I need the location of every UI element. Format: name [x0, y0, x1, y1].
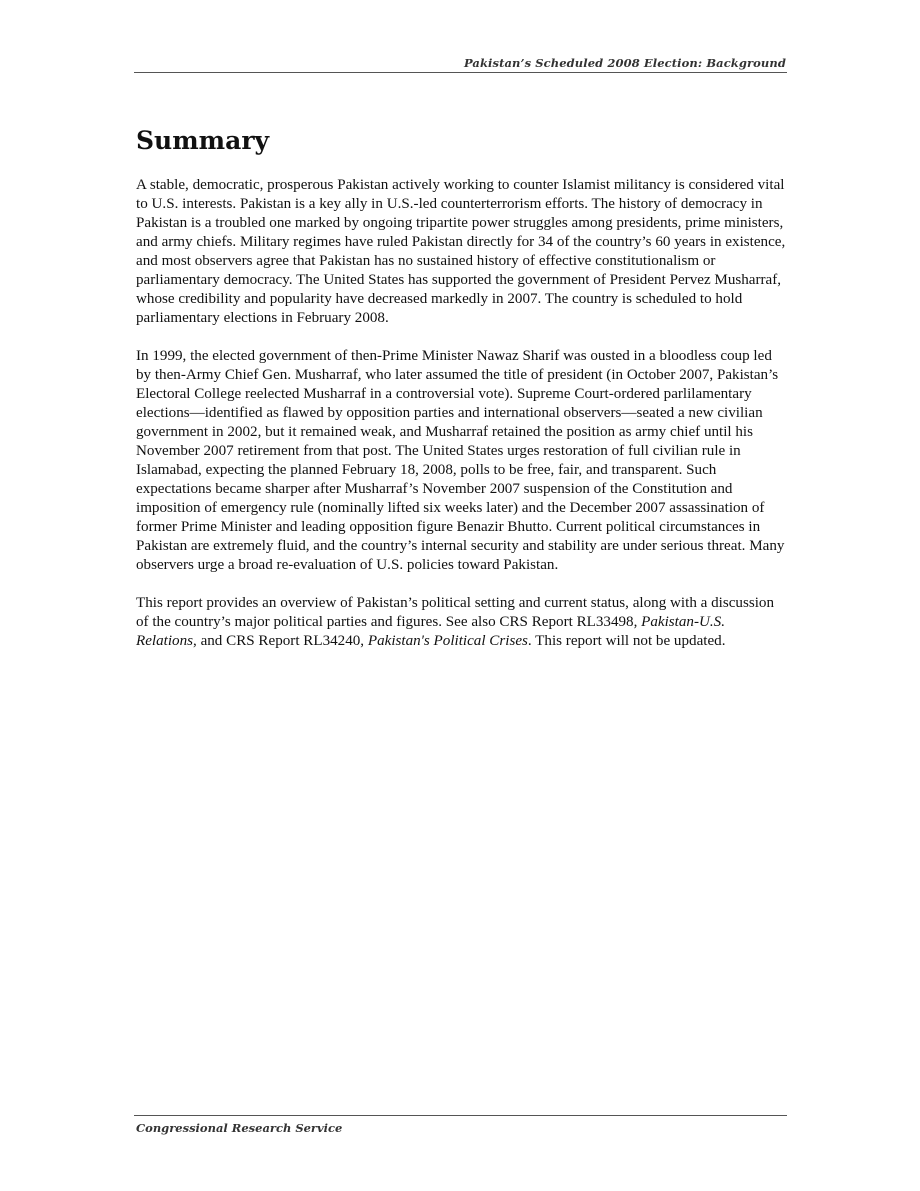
- paragraph-3-text-b: , and CRS Report RL34240,: [193, 633, 368, 649]
- summary-paragraph-1: A stable, democratic, prosperous Pakistan actively working to counter Islamist militancy is considered vital to U.S. interests. Pakistan is a key ally in U.S.-led counterterrorism efforts. The history of democracy in Pakistan is a troubled one marked by ongoing tripartite power struggles among presidents, prime ministers, and army chiefs. Military regimes have ruled Pakistan directly for 34 of the country’s 60 years in existence, and most observers agree that Pakistan has no sustained history of effective constitutionalism or parliamentary democracy. The United States has supported the government of President Pervez Musharraf, whose credibility and popularity have decreased markedly in 2007. The country is scheduled to hold parliamentary elections in February 2008.: [136, 177, 786, 326]
- header-divider: [134, 72, 787, 73]
- paragraph-3-text-c: . This report will not be updated.: [527, 633, 726, 649]
- summary-paragraph-2: In 1999, the elected government of then-Prime Minister Nawaz Sharif was ousted in a bloodless coup led by then-Army Chief Gen. Musharraf, who later assumed the title of president (in October 2007, Pakistan’s Electoral College reelected Musharraf in a controversial vote). Supreme Court-ordered parlilamentary elections—identified as flawed by opposition parties and international observers—seated a new civilian government in 2002, but it remained weak, and Musharraf retained the position as army chief until his November 2007 retirement from that post. The United States urges restoration of full civilian rule in Islamabad, expecting the planned February 18, 2008, polls to be free, fair, and transparent. Such expectations became sharper after Musharraf’s November 2007 suspension of the Constitution and imposition of emergency rule (nominally lifted six weeks later) and the December 2007 assassination of former Prime Minister and leading opposition figure Benazir Bhutto. Current political circumstances in Pakistan are extremely fluid, and the country’s internal security and stability are under serious threat. Many observers urge a broad re-evaluation of U.S. policies toward Pakistan.: [136, 348, 785, 573]
- running-header-title: Pakistan’s Scheduled 2008 Election: Background: [463, 56, 786, 70]
- summary-paragraph-3: [136, 594, 788, 651]
- section-heading: Summary: [136, 126, 270, 155]
- report-title-political-crises: Pakistan's Political Crises: [367, 633, 528, 649]
- footer-publisher: Congressional Research Service: [136, 1121, 343, 1135]
- footer-divider: [134, 1115, 787, 1116]
- report-title-pakistan-us-relations: Pakistan-U.S. Relations: [136, 614, 725, 649]
- paragraph-3-text-a: This report provides an overview of Pakistan’s political setting and current status, along with a discussion of the country’s major political parties and figures. See also CRS Report RL33498,: [136, 595, 775, 630]
- summary-body: [136, 176, 788, 670]
